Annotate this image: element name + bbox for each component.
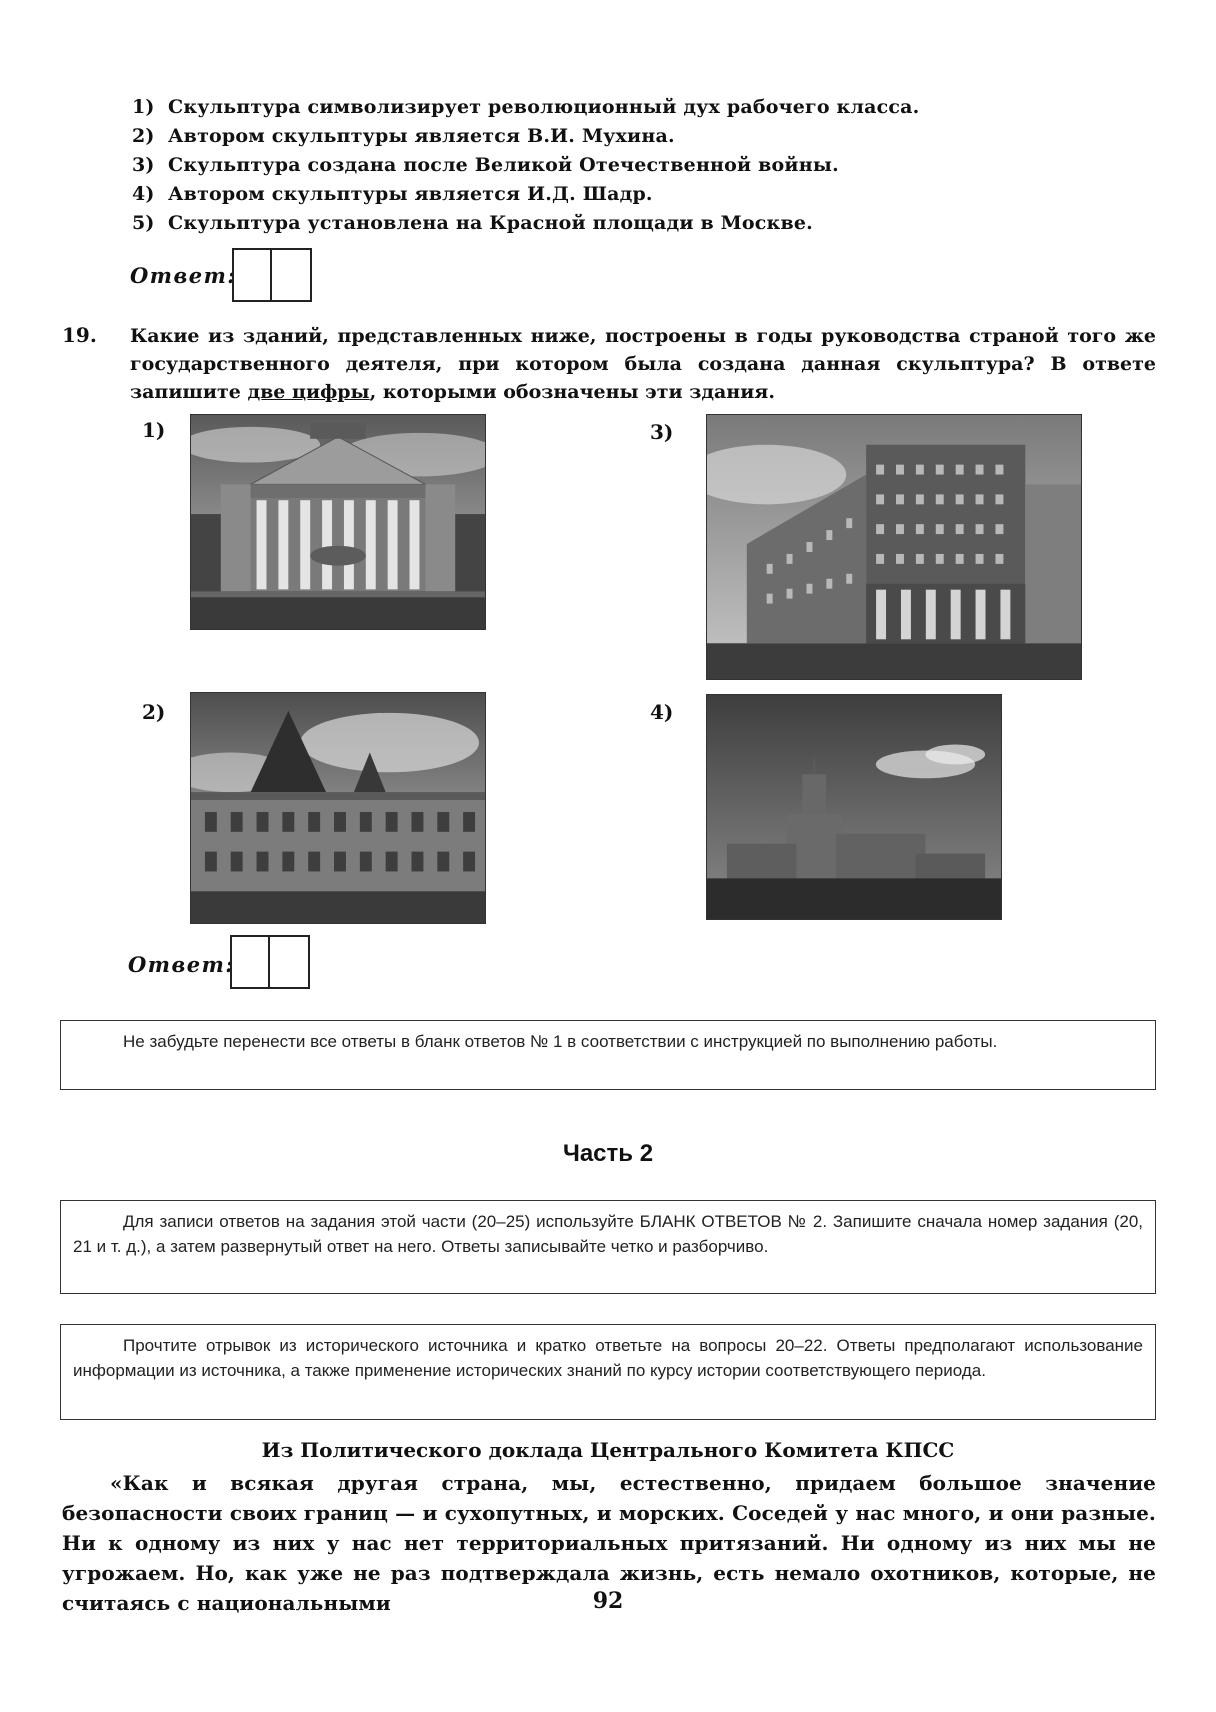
page-number: 92 [592,1588,624,1614]
option-number: 2) [132,125,155,147]
notice-text: Не забудьте перенести все ответы в бланк ответов № 1 в соответствии с инструкцией по выполнению работы. [123,1032,998,1051]
option-number: 1) [132,96,155,118]
answer-box-18[interactable] [232,248,312,302]
option-5 [132,212,813,234]
answer-cell[interactable] [270,937,308,987]
notice-text: Для записи ответов на задания этой части (20–25) используйте БЛАНК ОТВЕТОВ № 2. Запишите сначала номер задания (20, 21 и т. д.), а затем развернутый ответ на него. Ответы записывайте четко и разборчиво. [73,1212,1143,1256]
stalin-highrise-photo [706,694,1002,920]
option-3 [132,154,839,176]
part-title: Часть 2 [562,1140,654,1167]
document-title: Из Политического доклада Центрального Комитета КПСС [261,1438,955,1462]
notice-transfer-answers [60,1020,1156,1090]
gum-building-photo [190,692,486,924]
option-number: 5) [132,212,155,234]
question-emphasis: две цифры [247,381,370,403]
option-1 [132,96,919,118]
option-text: Автором скульптуры является В.И. Мухина. [168,125,675,147]
option-text: Скульптура символизирует революционный дух рабочего класса. [168,96,920,118]
option-text: Автором скульптуры является И.Д. Шадр. [168,183,653,205]
image-label-4: 4) [650,700,674,724]
image-label-2: 2) [142,700,166,724]
bolshoi-theatre-photo [190,414,486,630]
option-number: 4) [132,183,155,205]
question-number: 19. [62,323,97,347]
answer-box-19[interactable] [230,935,310,989]
answer-cell[interactable] [232,937,270,987]
image-label-3: 3) [650,420,674,444]
option-text: Скульптура создана после Великой Отечественной войны. [168,154,839,176]
answer-cell[interactable] [272,250,310,300]
question-text-part: Какие из зданий, представленных ниже, построены в годы руководства страной того же государственного деятеля, при котором была создана данная скульптура? В ответе запишите [130,325,1156,403]
question-text [130,322,1156,406]
question-text-part: , которыми обозначены эти здания. [369,381,775,403]
notice-part2-instructions [60,1200,1156,1294]
answer-label: Ответ: [130,263,237,288]
document-text-content: «Как и всякая другая страна, мы, естественно, придаем большое значение безопасности своих границ — и сухопутных, и морских. Соседей у нас много, и они разные. Ни к одному из них у нас нет территориальных притязаний. Ни одному из них мы не угрожаем. Но, как уже не раз подтверждала жизнь, есть немало охотников, которые, не считаясь с национальными [62,1471,1156,1615]
notice-text: Прочтите отрывок из исторического источника и кратко ответьте на вопросы 20–22. Ответы предполагают использование информации из источника, а также применение исторических знаний по курсу истории соответствующего периода. [73,1336,1143,1380]
option-text: Скульптура установлена на Красной площади в Москве. [168,212,813,234]
answer-cell[interactable] [234,250,272,300]
option-2 [132,125,675,147]
answer-label: Ответ: [128,952,235,977]
image-label-1: 1) [142,418,166,442]
moskva-hotel-photo [706,414,1082,680]
option-4 [132,183,653,205]
option-number: 3) [132,154,155,176]
notice-read-source [60,1324,1156,1420]
